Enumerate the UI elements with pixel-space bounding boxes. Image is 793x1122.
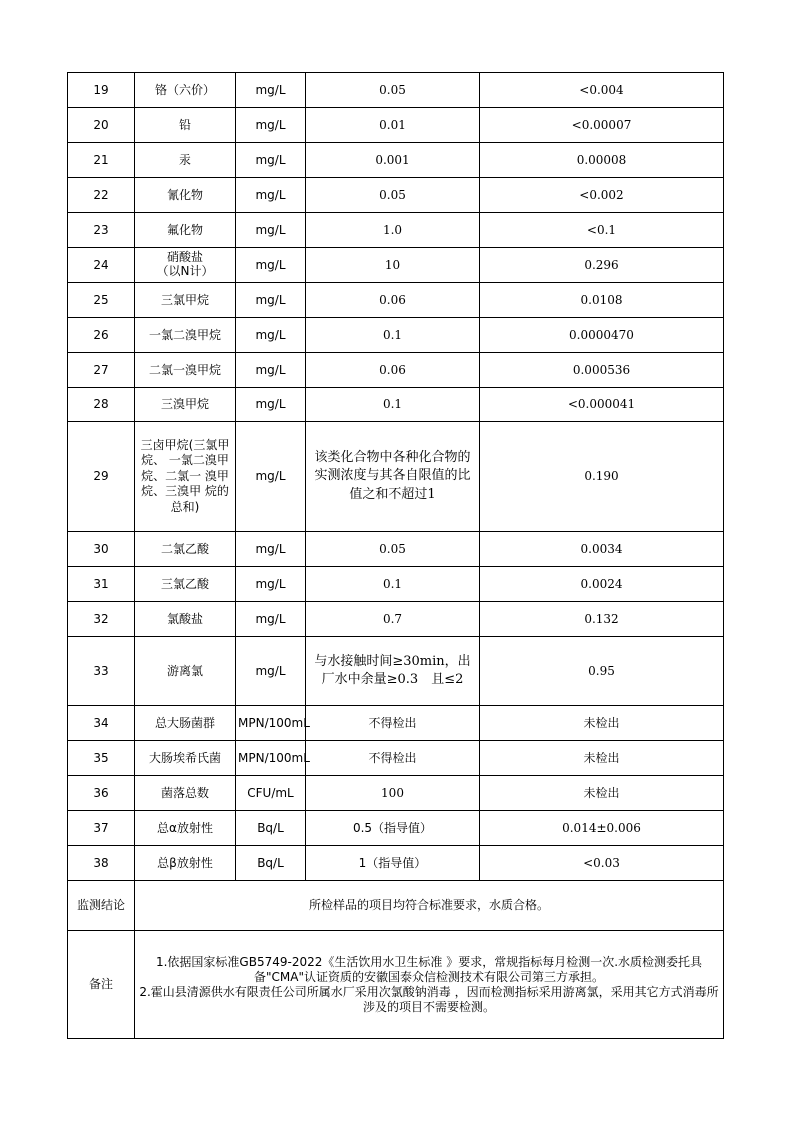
unit: mg/L [236, 178, 306, 213]
table-row [68, 283, 724, 318]
table-row [68, 178, 724, 213]
table-row [68, 706, 724, 741]
table-body [68, 73, 724, 1039]
table-row [68, 811, 724, 846]
limit-value: 1.0 [306, 213, 480, 248]
conclusion-row [68, 881, 724, 931]
unit: mg/L [236, 318, 306, 353]
item-name: 三氯乙酸 [135, 567, 236, 602]
row-number: 34 [68, 706, 135, 741]
test-result: 0.014±0.006 [480, 811, 724, 846]
item-name: 氟化物 [135, 213, 236, 248]
test-result: 0.95 [480, 637, 724, 706]
limit-value: 0.1 [306, 388, 480, 422]
unit: MPN/100mL [236, 706, 306, 741]
limit-value: 0.5（指导值） [306, 811, 480, 846]
test-result: <0.03 [480, 846, 724, 881]
table-row [68, 108, 724, 143]
unit: mg/L [236, 637, 306, 706]
limit-value: 10 [306, 248, 480, 283]
table-row [68, 213, 724, 248]
water-quality-table [67, 72, 724, 1039]
table-row [68, 422, 724, 532]
item-name: 一氯二溴甲烷 [135, 318, 236, 353]
row-number: 31 [68, 567, 135, 602]
item-name: 三卤甲烷(三氯甲烷、 一氯二溴甲烷、二氯一 溴甲烷、三溴甲 烷的总和) [135, 422, 236, 532]
table-row [68, 532, 724, 567]
conclusion-text: 所检样品的项目均符合标准要求，水质合格。 [135, 881, 724, 931]
limit-value: 不得检出 [306, 741, 480, 776]
row-number: 33 [68, 637, 135, 706]
table-row [68, 248, 724, 283]
table-row [68, 776, 724, 811]
limit-value: 0.01 [306, 108, 480, 143]
item-name: 三溴甲烷 [135, 388, 236, 422]
limit-value: 0.1 [306, 318, 480, 353]
item-name: 铅 [135, 108, 236, 143]
item-name: 大肠埃希氏菌 [135, 741, 236, 776]
unit: mg/L [236, 388, 306, 422]
test-result: 未检出 [480, 741, 724, 776]
unit: MPN/100mL [236, 741, 306, 776]
test-result: <0.002 [480, 178, 724, 213]
unit: mg/L [236, 248, 306, 283]
row-number: 24 [68, 248, 135, 283]
row-number: 36 [68, 776, 135, 811]
unit: mg/L [236, 143, 306, 178]
notes-content [135, 931, 724, 1039]
row-number: 26 [68, 318, 135, 353]
table-row [68, 318, 724, 353]
item-name: 汞 [135, 143, 236, 178]
unit: mg/L [236, 283, 306, 318]
limit-value: 0.05 [306, 532, 480, 567]
limit-value: 不得检出 [306, 706, 480, 741]
limit-value: 0.05 [306, 73, 480, 108]
row-number: 20 [68, 108, 135, 143]
test-result: 未检出 [480, 776, 724, 811]
table-row [68, 353, 724, 388]
test-result: <0.1 [480, 213, 724, 248]
table-row [68, 388, 724, 422]
notes-row [68, 931, 724, 1039]
item-name: 游离氯 [135, 637, 236, 706]
item-name: 氯酸盐 [135, 602, 236, 637]
row-number: 35 [68, 741, 135, 776]
unit: mg/L [236, 213, 306, 248]
row-number: 38 [68, 846, 135, 881]
limit-value: 0.05 [306, 178, 480, 213]
item-name: 硝酸盐 （以N计） [135, 248, 236, 283]
notes-label: 备注 [68, 931, 135, 1039]
item-name: 三氯甲烷 [135, 283, 236, 318]
limit-value: 0.1 [306, 567, 480, 602]
test-result: 0.000536 [480, 353, 724, 388]
row-number: 19 [68, 73, 135, 108]
limit-value: 0.06 [306, 283, 480, 318]
test-result: <0.000041 [480, 388, 724, 422]
item-name: 总α放射性 [135, 811, 236, 846]
row-number: 23 [68, 213, 135, 248]
unit: mg/L [236, 73, 306, 108]
unit: Bq/L [236, 846, 306, 881]
item-name: 总大肠菌群 [135, 706, 236, 741]
test-result: 0.0034 [480, 532, 724, 567]
limit-value: 0.06 [306, 353, 480, 388]
row-number: 30 [68, 532, 135, 567]
limit-value: 1（指导值） [306, 846, 480, 881]
unit: mg/L [236, 532, 306, 567]
table-row [68, 143, 724, 178]
limit-value: 0.001 [306, 143, 480, 178]
table-row [68, 73, 724, 108]
unit: mg/L [236, 108, 306, 143]
note-line-1: 1.依据国家标准GB5749-2022《生活饮用水卫生标准 》要求，常规指标每月检测一次.水质检测委托具备"CMA"认证资质的安徽国泰众信检测技术有限公司第三方承担。 [155, 954, 703, 984]
item-name: 氰化物 [135, 178, 236, 213]
item-name: 铬（六价） [135, 73, 236, 108]
test-result: 0.190 [480, 422, 724, 532]
note-line-2: 2.霍山县清源供水有限责任公司所属水厂采用次氯酸钠消毒 ，因而检测指标采用游离氯，采用其它方式消毒所涉及的项目不需要检测。 [139, 984, 719, 1014]
row-number: 32 [68, 602, 135, 637]
unit: mg/L [236, 422, 306, 532]
unit: mg/L [236, 353, 306, 388]
limit-value: 100 [306, 776, 480, 811]
item-name: 二氯一溴甲烷 [135, 353, 236, 388]
row-number: 27 [68, 353, 135, 388]
item-name: 二氯乙酸 [135, 532, 236, 567]
conclusion-label: 监测结论 [68, 881, 135, 931]
item-name: 总β放射性 [135, 846, 236, 881]
item-name: 菌落总数 [135, 776, 236, 811]
unit: Bq/L [236, 811, 306, 846]
row-number: 25 [68, 283, 135, 318]
row-number: 28 [68, 388, 135, 422]
test-result: 0.0108 [480, 283, 724, 318]
table-row [68, 741, 724, 776]
table-row [68, 637, 724, 706]
unit: mg/L [236, 567, 306, 602]
unit: mg/L [236, 602, 306, 637]
test-result: <0.00007 [480, 108, 724, 143]
row-number: 21 [68, 143, 135, 178]
limit-value: 该类化合物中各种化合物的实测浓度与其各自限值的比值之和不超过1 [306, 422, 480, 532]
row-number: 37 [68, 811, 135, 846]
test-result: <0.004 [480, 73, 724, 108]
test-result: 0.132 [480, 602, 724, 637]
test-result: 0.00008 [480, 143, 724, 178]
table-row [68, 846, 724, 881]
test-result: 未检出 [480, 706, 724, 741]
row-number: 29 [68, 422, 135, 532]
limit-value: 0.7 [306, 602, 480, 637]
row-number: 22 [68, 178, 135, 213]
test-result: 0.296 [480, 248, 724, 283]
table-row [68, 567, 724, 602]
unit: CFU/mL [236, 776, 306, 811]
table-row [68, 602, 724, 637]
test-result: 0.0000470 [480, 318, 724, 353]
test-result: 0.0024 [480, 567, 724, 602]
limit-value: 与水接触时间≥30min，出厂水中余量≥0.3 且≤2 [306, 637, 480, 706]
